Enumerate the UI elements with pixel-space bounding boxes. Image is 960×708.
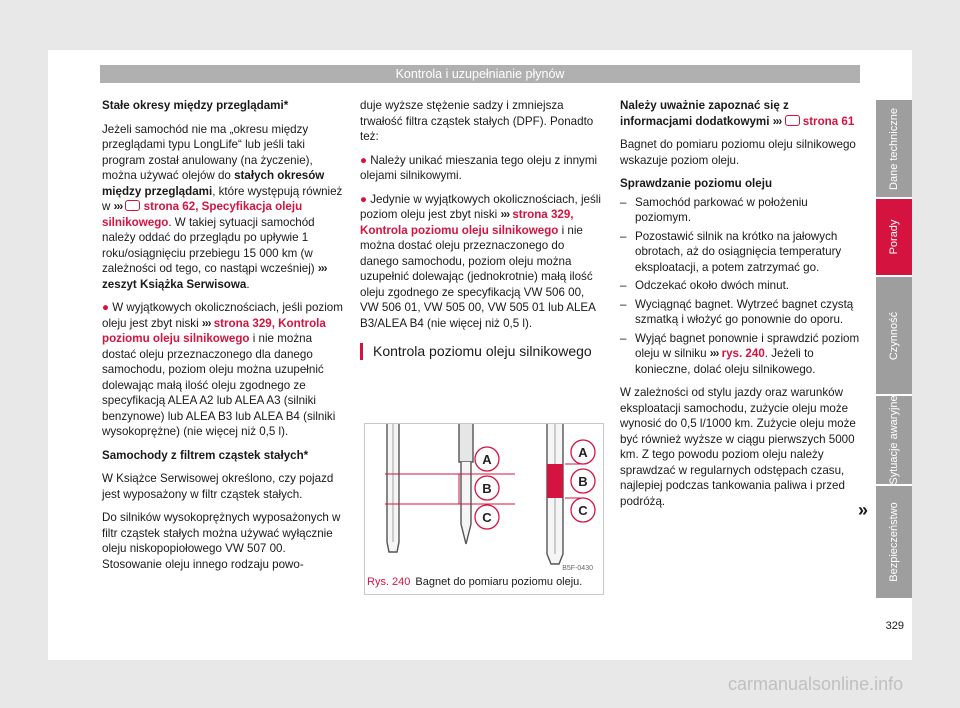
paragraph-dipstick: Bagnet do pomiaru poziomu oleju silnikowego wskazuje poziom oleju. xyxy=(620,138,856,167)
link-strona-61[interactable]: strona 61 xyxy=(802,114,855,128)
tab-dane-techniczne[interactable]: Dane techniczne xyxy=(876,100,912,197)
figure-caption: Rys. 240 Bagnet do pomiaru poziomu oleju. xyxy=(367,576,583,588)
link-strona-329[interactable]: strona 329, Kontrola poziomu oleju silnikowego xyxy=(102,316,326,345)
step-2: – Pozostawić silnik na krótko na jałowych obrotach, aż do osiągnięcia temperatury eksploatacji, a potem zatrzymać go. xyxy=(620,229,860,276)
link-service-book[interactable]: zeszyt Książka Serwisowa xyxy=(102,277,247,291)
label-a: A xyxy=(578,445,588,460)
step-4: – Wyciągnąć bagnet. Wytrzeć bagnet czystą szmatką i włożyć go ponownie do oporu. xyxy=(620,297,860,328)
label-b: B xyxy=(482,481,492,496)
continue-icon: » xyxy=(858,500,869,520)
column-1 xyxy=(102,98,347,580)
link-strona-329[interactable]: strona 329, Kontrola poziomu oleju silnikowego xyxy=(360,208,574,237)
heading-fixed-intervals: Stałe okresy między przeglądami* xyxy=(102,99,289,112)
arrow-icon: ››› xyxy=(201,316,211,330)
tab-bezpieczenstwo[interactable]: Bezpieczeństwo xyxy=(876,486,912,598)
dipstick-figure xyxy=(364,423,604,595)
bullet-icon: ● xyxy=(102,301,110,314)
watermark: carmanualsonline.info xyxy=(728,674,904,694)
paragraph-dpf-1: W Książce Serwisowej określono, czy pojazd jest wyposażony w filtr cząstek stałych. xyxy=(102,472,334,501)
bullet-icon: ● xyxy=(360,192,368,206)
steps-list xyxy=(620,195,860,378)
step-3: – Odczekać około dwóch minut. xyxy=(620,278,860,294)
tab-sytuacje-awaryjne[interactable]: Sytuacje awaryjne xyxy=(876,396,912,484)
paragraph-dpf-2: Do silników wysokoprężnych wyposażonych w filtr cząstek stałych można używać wyłącznie oleju niskopopiołowego VW 507 00. Stosowanie oleju innego rodzaju powo- xyxy=(102,511,341,571)
bullet-icon: ● xyxy=(360,153,368,167)
figure-code: B5F-0430 xyxy=(562,565,593,572)
page-header: Kontrola i uzupełnianie płynów xyxy=(100,65,860,83)
arrow-icon: ››› xyxy=(709,347,719,360)
arrow-icon: ››› xyxy=(772,114,782,128)
bullet-exceptional-dpf: ● Jedynie w wyjątkowych okolicznościach, jeśli poziom oleju jest zbyt niski ››› strona 329, Kontrola poziomu oleju silnikowego i nie można dostać oleju przeznaczonego do danego samochodu, poziom oleju można uzupełnić dolewając (jednokrotnie) małą ilość oleju zgodnego ze specyfikacją VW 506 00, VW 506 01, VW 505 00, VW 505 01 lub ALEA B3/ALEA B4 (nie więcej niż 0,5 l). xyxy=(360,192,601,330)
column-3 xyxy=(620,98,860,517)
page-number: 329 xyxy=(885,620,904,632)
bullet-exceptional: ● W wyjątkowych okolicznościach, jeśli poziom oleju jest zbyt niski ››› strona 329, Kontrola poziomu oleju silnikowego i nie można dostać oleju przeznaczonego dla danego samochodu, poziom oleju można uzupełnić dolewając małą ilość oleju zgodnego ze specyfikacją ALEA A2 lub ALEA A3 (silniki benzynowe) lub ALEA B3 lub ALEA B4 (silniki wysokoprężne) (nie więcej niż 0,5 l). xyxy=(102,301,343,438)
section-heading: Kontrola poziomu oleju silnikowego xyxy=(373,343,592,359)
bullet-no-mixing: ● Należy unikać mieszania tego oleju z innymi olejami silnikowymi. xyxy=(360,153,598,182)
arrow-icon: ››› xyxy=(113,200,123,213)
step-1: – Samochód parkować w położeniu poziomym. xyxy=(620,195,860,226)
column-2 xyxy=(360,98,605,368)
label-b: B xyxy=(578,474,588,489)
paragraph-consumption: W zależności od stylu jazdy oraz warunków eksploatacji samochodu, zużycie oleju może wynosić do 0,5 l/1000 km. Zużycie oleju może być również wyższe w ciągu pierwszych 5000 km. Z tego powodu poziom oleju należy sprawdzać w regularnych odstępach czasu, najlepiej podczas tankowania paliwa i przed podróżą. xyxy=(620,386,856,508)
heading-check-level: Sprawdzanie poziomu oleju xyxy=(620,177,773,190)
book-icon xyxy=(125,200,140,211)
dipstick-illustration xyxy=(365,424,603,574)
arrow-icon: ››› xyxy=(500,208,510,221)
label-c: C xyxy=(482,510,492,525)
label-a: A xyxy=(482,452,492,467)
link-rys-240[interactable]: rys. 240 xyxy=(721,347,765,360)
step-5: – Wyjąć bagnet ponownie i sprawdzić poziom oleju w silniku ››› rys. 240. Jeżeli to konieczne, dolać oleju silnikowego. xyxy=(620,331,860,378)
heading-dpf: Samochody z filtrem cząstek stałych* xyxy=(102,448,309,462)
arrow-icon: ››› xyxy=(317,262,327,275)
link-strona-62[interactable]: strona 62, Specyfikacja oleju silnikowego xyxy=(102,200,303,229)
tab-czynnosc[interactable]: Czynność xyxy=(876,277,912,394)
book-icon xyxy=(785,115,800,126)
paragraph-continued: duje wyższe stężenie sadzy i zmniejsza trwałość filtra cząstek stałych (DPF). Ponadto też: xyxy=(360,99,594,143)
figure-number: Rys. 240 xyxy=(367,576,411,588)
label-c: C xyxy=(578,503,588,518)
heading-read-info: Należy uważnie zapoznać się z informacjami dodatkowymi ››› strona 61 xyxy=(620,99,855,128)
paragraph-fixed-intervals: Jeżeli samochód nie ma „okresu między przeglądami typu LongLife“ lub jeśli taki program został anulowany (na życzenie), można używać olejów do stałych okresów między przeglądami, które występują również w ››› strona 62, Specyfikacja oleju silnikowego. W takiej sytuacji samochód należy oddać do przeglądu po upływie 1 roku/osiągnięciu przebiegu 15 000 km (w zależności od tego, co nastąpi wcześniej) ››› zeszyt Książka Serwisowa. xyxy=(102,122,343,291)
tab-porady[interactable]: Porady xyxy=(876,199,912,275)
section-divider xyxy=(360,343,605,360)
